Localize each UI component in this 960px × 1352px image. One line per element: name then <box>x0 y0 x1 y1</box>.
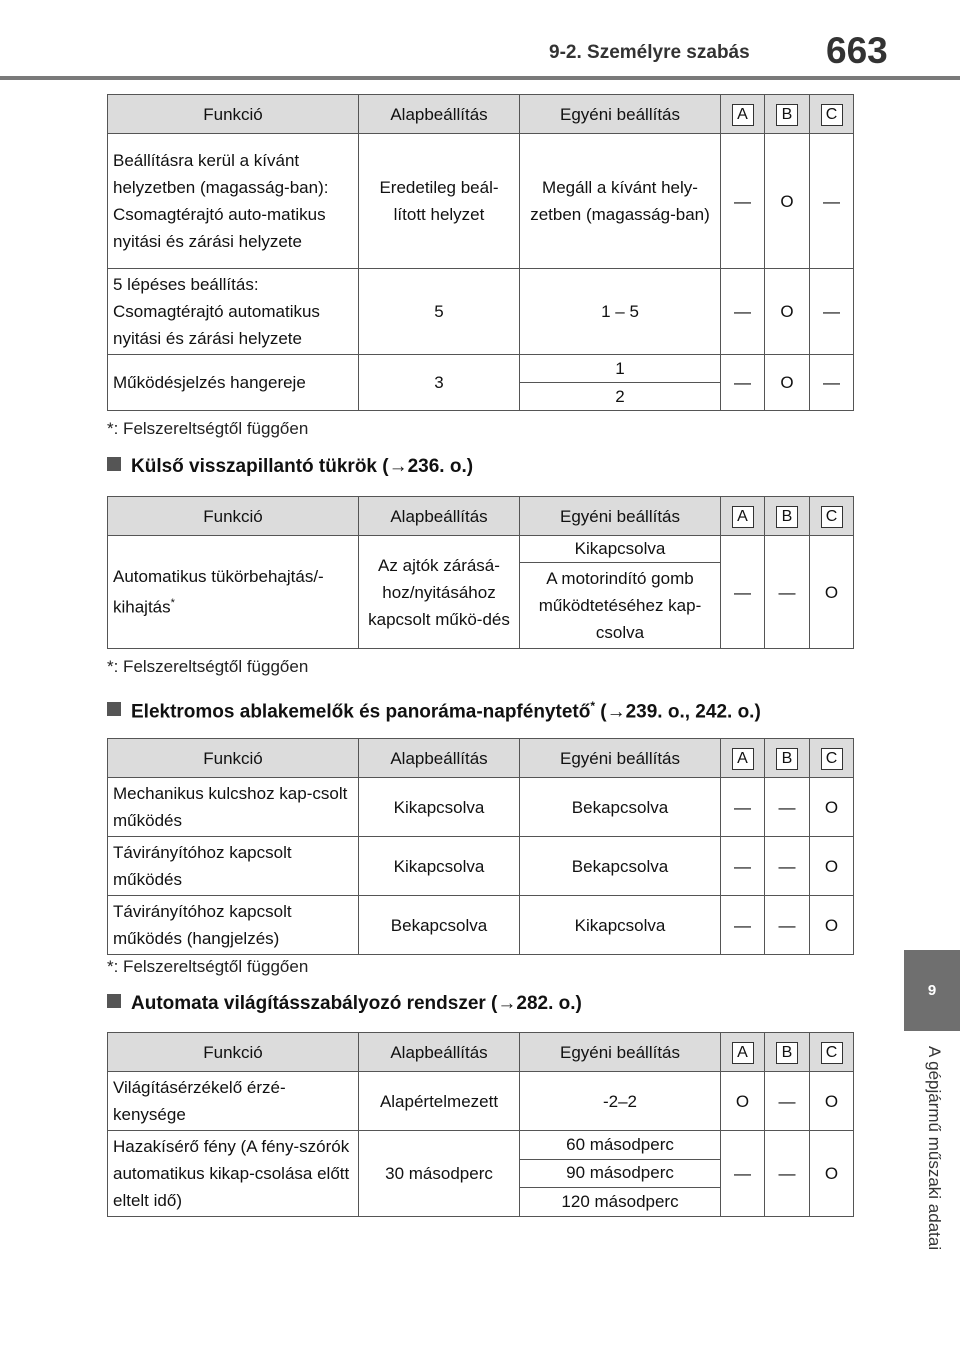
cell-default: 5 <box>359 269 520 355</box>
badge-c: C <box>821 506 843 528</box>
section-reference: (→239. o., 242. o.) <box>600 701 761 723</box>
cell-custom: Bekapcsolva <box>520 778 721 837</box>
column-header-function: Funkció <box>108 95 359 134</box>
cell-b: — <box>765 837 810 896</box>
column-header-a <box>721 739 765 778</box>
column-header-custom: Egyéni beállítás <box>520 1033 721 1072</box>
cell-b: — <box>765 1131 810 1217</box>
table-row <box>108 896 854 955</box>
cell-custom-option: Kikapcsolva <box>520 536 721 563</box>
table-row <box>108 134 854 269</box>
section-heading-windows <box>107 699 761 723</box>
cell-function: Működésjelzés hangereje <box>108 355 359 411</box>
chapter-tab: 9 <box>904 950 960 1031</box>
mirror-settings-table <box>107 496 854 649</box>
column-header-function: Funkció <box>108 739 359 778</box>
cell-custom: Megáll a kívánt hely-zetben (magasság-ban) <box>520 134 721 269</box>
column-header-b <box>765 95 810 134</box>
cell-b: O <box>765 134 810 269</box>
column-header-a <box>721 1033 765 1072</box>
cell-a: — <box>721 536 765 649</box>
badge-b: B <box>776 748 798 770</box>
cell-a: — <box>721 269 765 355</box>
column-header-b <box>765 1033 810 1072</box>
badge-c: C <box>821 104 843 126</box>
column-header-c <box>810 739 854 778</box>
column-header-default: Alapbeállítás <box>359 739 520 778</box>
badge-a: A <box>732 1042 754 1064</box>
cell-c: O <box>810 778 854 837</box>
cell-function-text: Automatikus tükörbehajtás/-kihajtás <box>113 567 324 617</box>
cell-c: O <box>810 837 854 896</box>
cell-custom-option: 120 másodperc <box>520 1188 721 1217</box>
table-header-row <box>108 497 854 536</box>
badge-c: C <box>821 1042 843 1064</box>
cell-b: — <box>765 1072 810 1131</box>
bullet-square-icon <box>107 457 121 471</box>
table-header-row <box>108 95 854 134</box>
cell-function: Világításérzékelő érzé-kenysége <box>108 1072 359 1131</box>
cell-custom-option: A motorindító gomb működtetéséhez kap-csolva <box>520 563 721 649</box>
column-header-c <box>810 1033 854 1072</box>
cell-default: Eredetileg beál-lított helyzet <box>359 134 520 269</box>
badge-b: B <box>776 1042 798 1064</box>
column-header-a <box>721 95 765 134</box>
footnote: *: Felszereltségtől függően <box>107 419 309 438</box>
column-header-b <box>765 739 810 778</box>
cell-custom-option: 60 másodperc <box>520 1131 721 1160</box>
cell-c: — <box>810 355 854 411</box>
cell-c: O <box>810 1072 854 1131</box>
column-header-custom: Egyéni beállítás <box>520 95 721 134</box>
badge-a: A <box>732 104 754 126</box>
running-header: 9-2. Személyre szabás <box>549 42 750 63</box>
cell-custom-option: 2 <box>520 383 721 411</box>
section-title: Automata világításszabályozó rendszer (→282. o.) <box>131 993 582 1014</box>
cell-function: Mechanikus kulcshoz kap-csolt működés <box>108 778 359 837</box>
cell-b: — <box>765 896 810 955</box>
cell-function: 5 lépéses beállítás: Csomagtérajtó automatikus nyitási és zárási helyzete <box>108 269 359 355</box>
header-divider <box>0 76 960 80</box>
cell-a: — <box>721 134 765 269</box>
cell-custom-option: 90 másodperc <box>520 1159 721 1188</box>
cell-a: — <box>721 896 765 955</box>
section-heading-lighting <box>107 993 582 1015</box>
cell-b: — <box>765 778 810 837</box>
footnote: *: Felszereltségtől függően <box>107 957 309 976</box>
chapter-title: A gépjármű műszaki adatai <box>925 1046 944 1251</box>
cell-a: O <box>721 1072 765 1131</box>
cell-default: Az ajtók zárásá-hoz/nyitásához kapcsolt műkö-dés <box>359 536 520 649</box>
cell-a: — <box>721 778 765 837</box>
badge-b: B <box>776 104 798 126</box>
page-number: 663 <box>826 30 888 71</box>
tailgate-settings-table <box>107 94 854 411</box>
cell-b: O <box>765 269 810 355</box>
bullet-square-icon <box>107 994 121 1008</box>
bullet-square-icon <box>107 702 121 716</box>
cell-custom: Kikapcsolva <box>520 896 721 955</box>
table-row <box>108 355 854 383</box>
table-row <box>108 536 854 563</box>
window-settings-table <box>107 738 854 955</box>
cell-function: Távirányítóhoz kapcsolt működés (hangjelzés) <box>108 896 359 955</box>
cell-custom: -2–2 <box>520 1072 721 1131</box>
cell-custom: 1 – 5 <box>520 269 721 355</box>
badge-a: A <box>732 748 754 770</box>
table-header-row <box>108 739 854 778</box>
footnote: *: Felszereltségtől függően <box>107 657 309 676</box>
badge-a: A <box>732 506 754 528</box>
table-row <box>108 269 854 355</box>
badge-b: B <box>776 506 798 528</box>
column-header-custom: Egyéni beállítás <box>520 739 721 778</box>
column-header-function: Funkció <box>108 497 359 536</box>
lighting-settings-table <box>107 1032 854 1217</box>
section-title: Külső visszapillantó tükrök (→236. o.) <box>131 456 474 477</box>
cell-a: — <box>721 355 765 411</box>
column-header-custom: Egyéni beállítás <box>520 497 721 536</box>
column-header-default: Alapbeállítás <box>359 1033 520 1072</box>
footnote-marker: * <box>590 699 595 713</box>
cell-c: O <box>810 536 854 649</box>
table-row <box>108 1072 854 1131</box>
cell-custom-option: 1 <box>520 355 721 383</box>
cell-c: — <box>810 269 854 355</box>
table-row <box>108 778 854 837</box>
column-header-default: Alapbeállítás <box>359 497 520 536</box>
cell-function <box>108 536 359 649</box>
column-header-c <box>810 497 854 536</box>
cell-a: — <box>721 1131 765 1217</box>
cell-b: O <box>765 355 810 411</box>
cell-custom: Bekapcsolva <box>520 837 721 896</box>
cell-function: Beállításra kerül a kívánt helyzetben (magasság-ban): Csomagtérajtó auto-matikus nyitási és zárási helyzete <box>108 134 359 269</box>
column-header-default: Alapbeállítás <box>359 95 520 134</box>
cell-default: Kikapcsolva <box>359 837 520 896</box>
column-header-function: Funkció <box>108 1033 359 1072</box>
cell-default: 3 <box>359 355 520 411</box>
column-header-b <box>765 497 810 536</box>
column-header-c <box>810 95 854 134</box>
cell-default: 30 másodperc <box>359 1131 520 1217</box>
table-row <box>108 1131 854 1160</box>
cell-c: — <box>810 134 854 269</box>
section-heading-mirrors <box>107 456 473 478</box>
cell-default: Kikapcsolva <box>359 778 520 837</box>
cell-function: Távirányítóhoz kapcsolt működés <box>108 837 359 896</box>
cell-c: O <box>810 1131 854 1217</box>
column-header-a <box>721 497 765 536</box>
cell-default: Alapértelmezett <box>359 1072 520 1131</box>
cell-b: — <box>765 536 810 649</box>
cell-default: Bekapcsolva <box>359 896 520 955</box>
badge-c: C <box>821 748 843 770</box>
footnote-marker: * <box>170 597 175 610</box>
cell-c: O <box>810 896 854 955</box>
table-row <box>108 837 854 896</box>
cell-a: — <box>721 837 765 896</box>
section-title: Elektromos ablakemelők és panoráma-napfénytető <box>131 701 591 723</box>
cell-function: Hazakísérő fény (A fény-szórók automatikus kikap-csolása előtt eltelt idő) <box>108 1131 359 1217</box>
table-header-row <box>108 1033 854 1072</box>
